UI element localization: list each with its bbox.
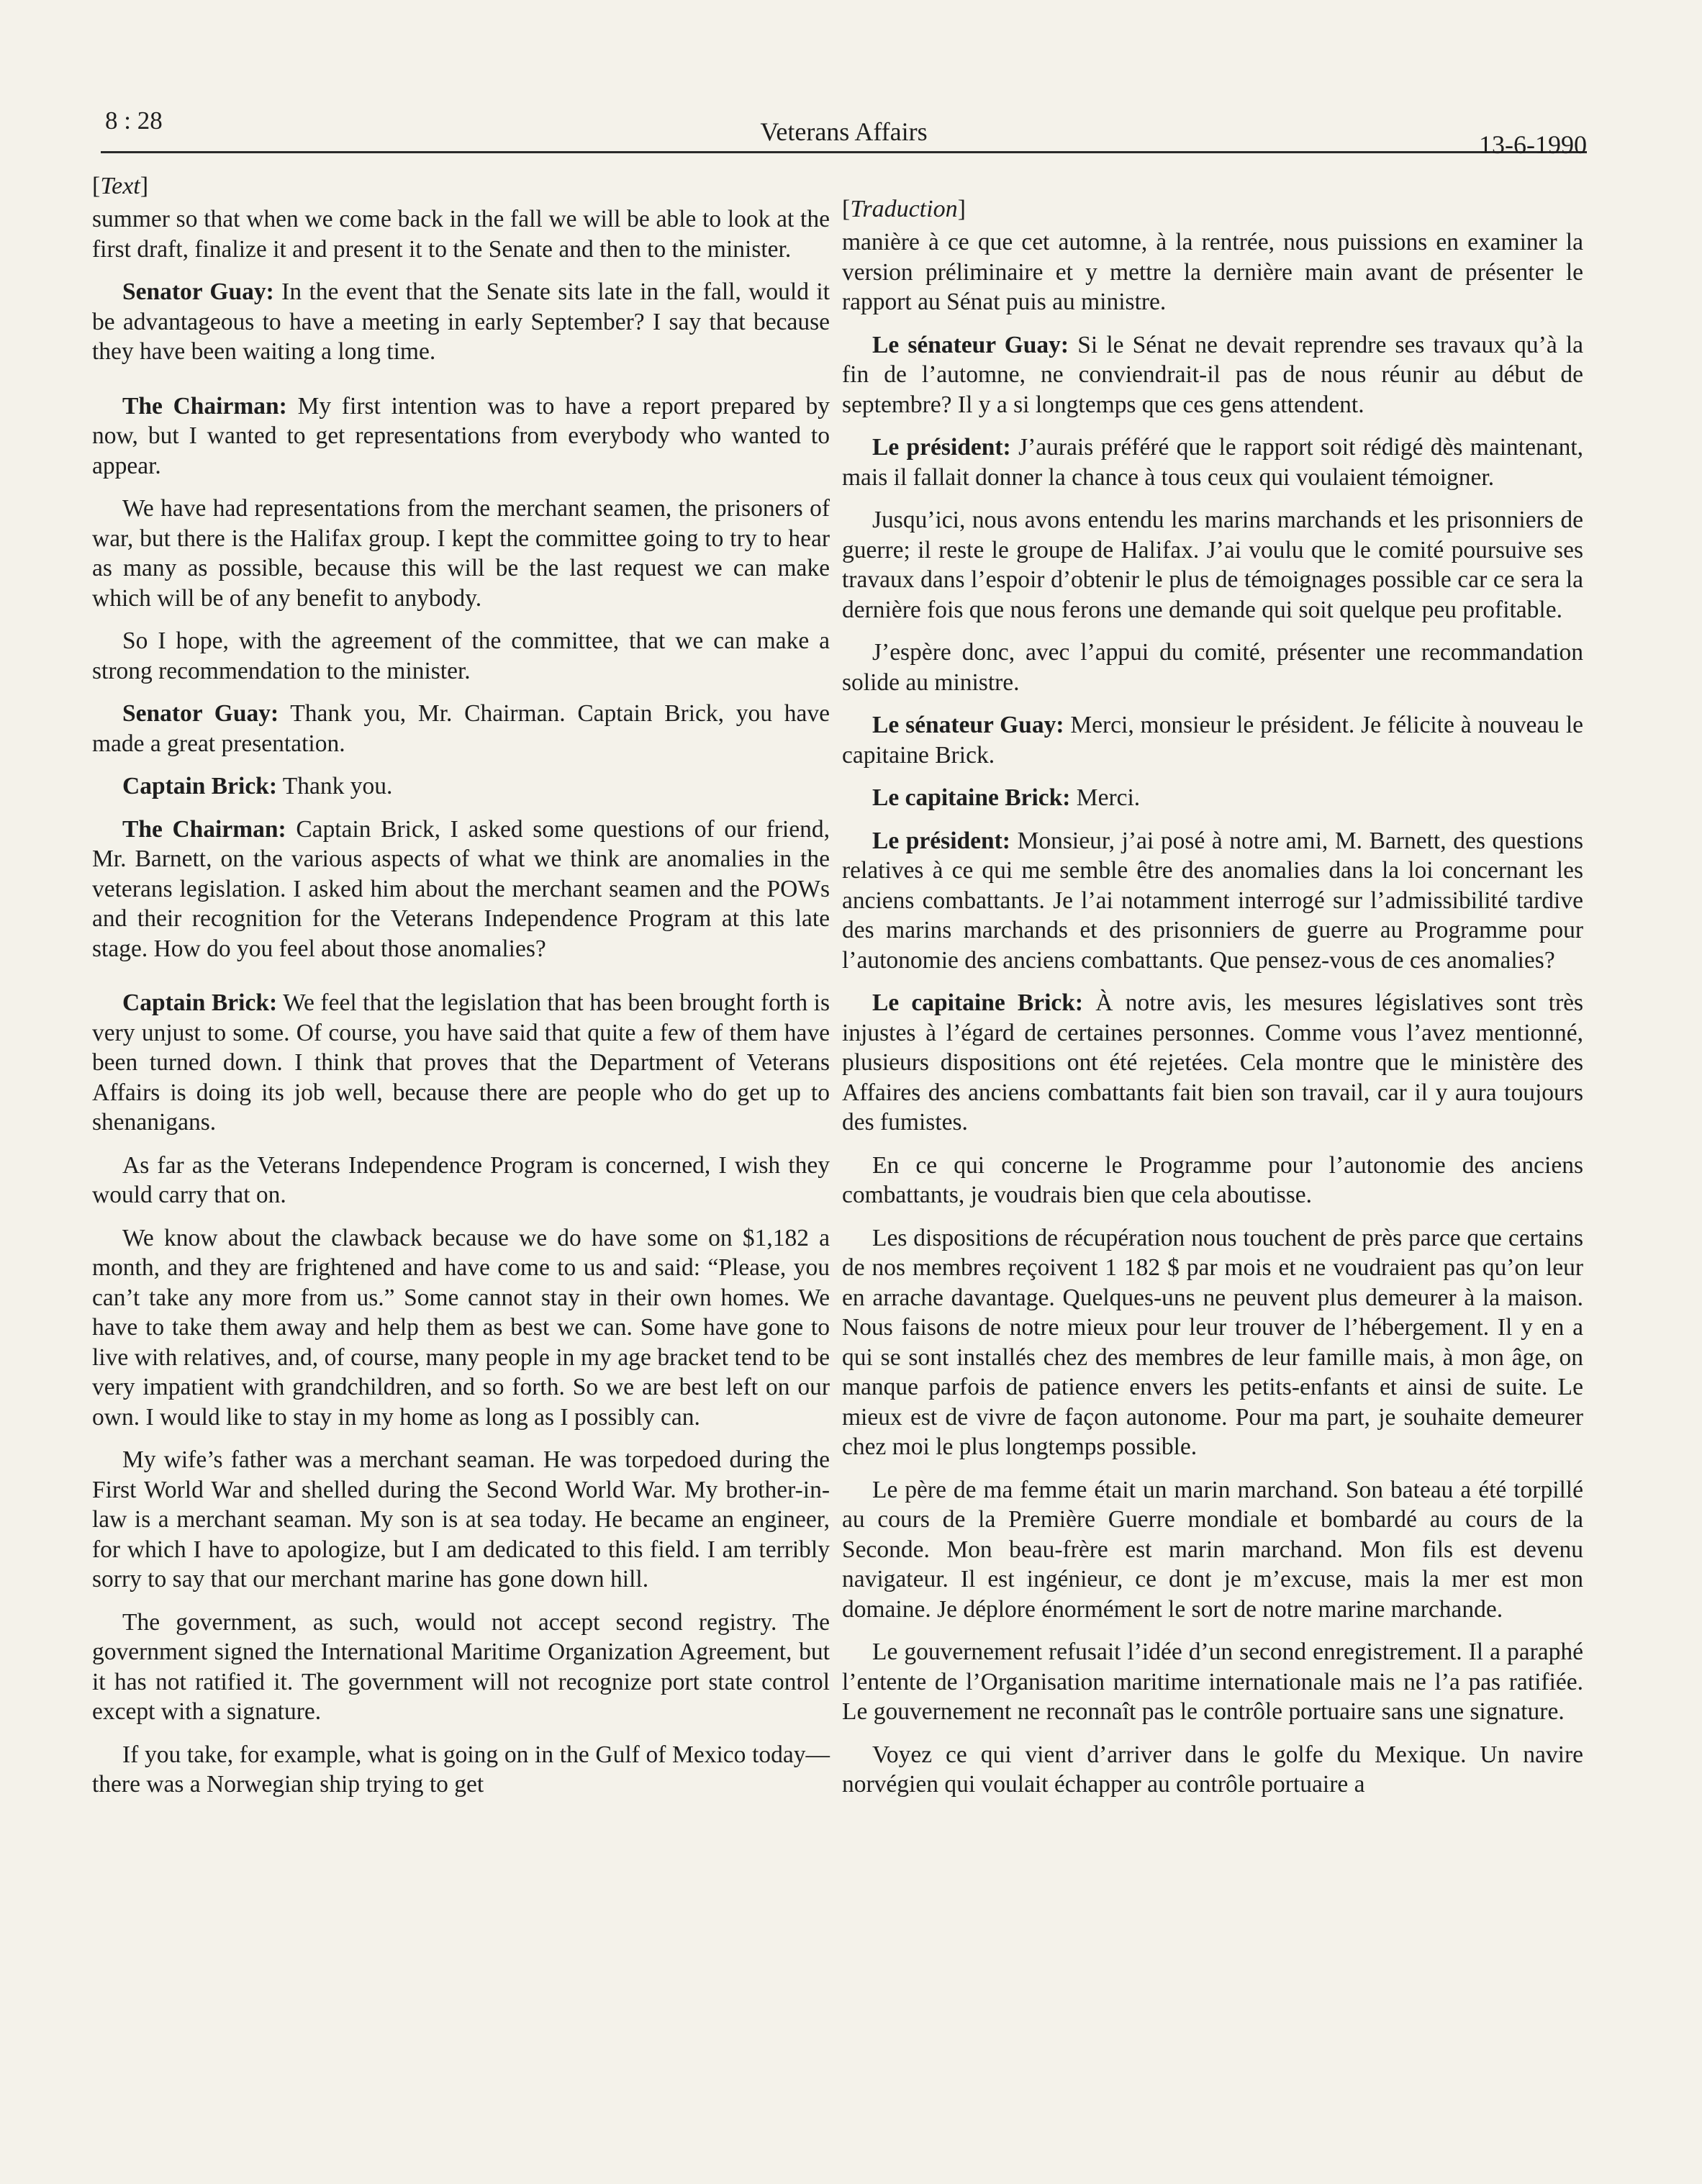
transcript-paragraph — [842, 1637, 1583, 1727]
transcript-paragraph — [842, 826, 1583, 976]
paragraph-text: Les dispositions de récupération nous touchent de près parce que certains de nos membres reçoivent 1 182 $ par mois et ne voudraient pas qu’on leur en arrache davantage. Quelques-uns ne peuvent plus demeurer à la maison. Nous faisons de notre mieux pour leur trouver de l’hébergement. Il y en a qui se sont installés chez des membres de leur famille mais, à mon âge, on manque parfois de patience envers les petits-enfants et ainsi de suite. Le mieux est de vivre de façon autonome. Pour ma part, je souhaite demeurer chez moi le plus longtemps possible. — [842, 1224, 1583, 1460]
speaker-name: Le président: — [872, 827, 1010, 854]
transcript-paragraph — [92, 988, 830, 1138]
transcript-paragraph — [842, 1151, 1583, 1210]
transcript-paragraph — [92, 1608, 830, 1727]
transcript-paragraph — [842, 1740, 1583, 1800]
speaker-name: The Chairman: — [122, 392, 287, 420]
paragraph-text: My wife’s father was a merchant seaman. He was torpedoed during the First World War and shelled during the Second World War. My brother-in-law is a merchant seaman. My son is at sea today. He became an engineer, for which I have to apologize, but I am dedicated to this field. I am terribly sorry to say that our merchant marine has gone down hill. — [92, 1446, 830, 1592]
paragraph-text: We feel that the legislation that has been brought forth is very unjust to some. Of course, you have said that quite a few of them have been turned down. I think that proves that the Department of Veterans Affairs is doing its job well, because there are people who do get up to shenanigans. — [92, 989, 830, 1136]
paragraph-text: Le gouvernement refusait l’idée d’un second enregistrement. Il a paraphé l’entente de l’Organisation maritime internationale mais ne l’a pas ratifiée. Le gouvernement ne reconnaît pas le contrôle portuaire sans une signature. — [842, 1639, 1583, 1725]
transcript-paragraph — [842, 505, 1583, 625]
paragraph-text: Captain Brick, I asked some questions of our friend, Mr. Barnett, on the various aspects of what we think are anomalies in the veterans legislation. I asked him about the merchant seamen and the POWs and their recognition for the Veterans Independence Program at this late stage. How do you feel about those anomalies? — [92, 815, 830, 962]
speaker-name: The Chairman: — [122, 815, 286, 843]
paragraph-text: Jusqu’ici, nous avons entendu les marins marchands et les prisonniers de guerre; il reste le groupe de Halifax. J’ai voulu que le comité poursuive ses travaux dans l’espoir d’obtenir le plus de témoignages possible car ce sera la dernière fois que nous ferons une demande qui soit quelque peu profitable. — [842, 507, 1583, 623]
transcript-paragraph — [92, 494, 830, 613]
transcript-paragraph — [842, 330, 1583, 420]
speaker-name: Le capitaine Brick: — [872, 784, 1071, 811]
paragraph-text: Monsieur, j’ai posé à notre ami, M. Barnett, des questions relatives à ce qui me semble être des anomalies dans la loi concernant les anciens combattants. Je l’ai notamment interrogé sur l’admissibilité tardive des marins marchands et des prisonniers de guerre au Programme pour l’autonomie des anciens combattants. Que pensez-vous de ces anomalies? — [842, 827, 1584, 974]
french-paragraphs — [842, 227, 1583, 1800]
paragraph-text: Merci. — [1076, 784, 1141, 811]
paragraph-text: Thank you, Mr. Chairman. Captain Brick, you have made a great presentation. — [92, 700, 830, 757]
paragraph-text: J’aurais préféré que le rapport soit rédigé dès maintenant, mais il fallait donner la chance à tous ceux qui voulaient témoigner. — [842, 434, 1584, 491]
transcript-paragraph — [92, 1151, 830, 1210]
paragraph-text: manière à ce que cet automne, à la rentrée, nous puissions en examiner la version préliminaire et y mettre la dernière main avant de présenter le rapport au Sénat puis au ministre. — [842, 229, 1583, 315]
transcript-paragraph — [842, 432, 1583, 492]
paragraph-text: Thank you. — [282, 773, 393, 799]
transcript-paragraph — [92, 1445, 830, 1595]
transcript-paragraph — [842, 638, 1583, 697]
speaker-name: Le sénateur Guay: — [872, 331, 1069, 358]
transcript-paragraph — [92, 204, 830, 264]
paragraph-text: My first intention was to have a report prepared by now, but I wanted to get representations from everybody who wanted to appear. — [92, 392, 830, 479]
paragraph-text: If you take, for example, what is going on in the Gulf of Mexico today—there was a Norwegian ship trying to get — [92, 1741, 830, 1798]
paragraph-text: The government, as such, would not accept second registry. The government signed the International Maritime Organization Agreement, but it has not ratified it. The government will not recognize port state control except with a signature. — [92, 1608, 830, 1725]
paragraph-text: Le père de ma femme était un marin marchand. Son bateau a été torpillé au cours de la Première Guerre mondiale et bombardé au cours de la Seconde. Mon beau-frère est marin marchand. Mon fils est devenu navigateur. Il est ingénieur, ce dont je m’excuse, mais la mer est mon domaine. Je déplore énormément le sort de notre marine marchande. — [842, 1476, 1583, 1623]
transcript-paragraph — [92, 277, 830, 367]
speaker-name: Le capitaine Brick: — [872, 989, 1084, 1016]
page-number: 8 : 28 — [105, 107, 163, 135]
transcript-paragraph — [92, 771, 830, 802]
column-label-english: [Text] — [92, 173, 149, 199]
paragraph-text: En ce qui concerne le Programme pour l’autonomie des anciens combattants, je voudrais bien que cela aboutisse. — [842, 1151, 1583, 1208]
page-header — [101, 101, 1587, 159]
paragraph-text: In the event that the Senate sits late in the fall, would it be advantageous to have a meeting in early September? I say that because they have been waiting a long time. — [92, 278, 830, 365]
running-title: Veterans Affairs — [760, 117, 928, 146]
speaker-name: Senator Guay: — [122, 278, 274, 305]
paragraph-text: So I hope, with the agreement of the committee, that we can make a strong recommendation to the minister. — [92, 627, 830, 684]
paragraph-text: Voyez ce qui vient d’arriver dans le golfe du Mexique. Un navire norvégien qui voulait échapper au contrôle portuaire a — [842, 1741, 1583, 1798]
paragraph-text: summer so that when we come back in the fall we will be able to look at the first draft, finalize it and present it to the Senate and then to the minister. — [92, 206, 830, 263]
transcript-paragraph — [842, 783, 1583, 813]
transcript-paragraph — [92, 1740, 830, 1800]
english-paragraphs — [92, 204, 830, 1800]
speaker-name: Captain Brick: — [122, 773, 277, 799]
column-label-french: [Traduction] — [842, 196, 966, 222]
paragraph-text: We have had representations from the merchant seamen, the prisoners of war, but there is the Halifax group. I kept the committee going to try to hear as many as possible, because this will be the last request we can make which will be of any benefit to anybody. — [92, 495, 830, 612]
meeting-date: 13-6-1990 — [1479, 130, 1587, 159]
paragraph-text: Si le Sénat ne devait reprendre ses travaux qu’à la fin de l’automne, ne conviendrait-il pas de nous réunir au début de septembre? Il y a si longtemps que ces gens attendent. — [842, 331, 1584, 418]
transcript-paragraph — [842, 1475, 1583, 1625]
transcript-paragraph — [92, 1223, 830, 1433]
speaker-name: Senator Guay: — [122, 700, 279, 727]
transcript-paragraph — [92, 815, 830, 964]
paragraph-text: À notre avis, les mesures législatives sont très injustes à l’égard de certaines personnes. Comme vous l’avez mentionné, plusieurs dispositions ont été rejetées. Cela montre que le ministère des Affaires des anciens combattants fait bien son travail, car il y aura toujours des fumistes. — [842, 989, 1584, 1136]
paragraph-text: J’espère donc, avec l’appui du comité, présenter une recommandation solide au ministre. — [842, 639, 1583, 696]
transcript-paragraph — [842, 710, 1583, 770]
transcript-paragraph — [92, 626, 830, 686]
speaker-name: Le sénateur Guay: — [872, 712, 1064, 738]
transcript-paragraph — [842, 1223, 1583, 1462]
speaker-name: Le président: — [872, 434, 1011, 461]
transcript-paragraph — [842, 227, 1583, 317]
transcript-paragraph — [92, 699, 830, 758]
french-column — [842, 196, 1583, 1813]
paragraph-text: Merci, monsieur le président. Je félicite à nouveau le capitaine Brick. — [842, 712, 1584, 769]
paragraph-text: We know about the clawback because we do have some on $1,182 a month, and they are frightened and have come to us and said: “Please, you can’t take any more from us.” Some cannot stay in their own homes. We have to take them away and help them as best we can. Some have gone to live with relatives, and, of course, many people in my age bracket tend to be very impatient with grandchildren, and so forth. So we are best left on our own. I would like to stay in my home as long as I possibly can. — [92, 1224, 830, 1431]
transcript-paragraph — [92, 391, 830, 481]
speaker-name: Captain Brick: — [122, 989, 278, 1016]
english-column — [92, 173, 830, 1813]
transcript-paragraph — [842, 988, 1583, 1138]
paragraph-text: As far as the Veterans Independence Program is concerned, I wish they would carry that on. — [92, 1151, 830, 1208]
